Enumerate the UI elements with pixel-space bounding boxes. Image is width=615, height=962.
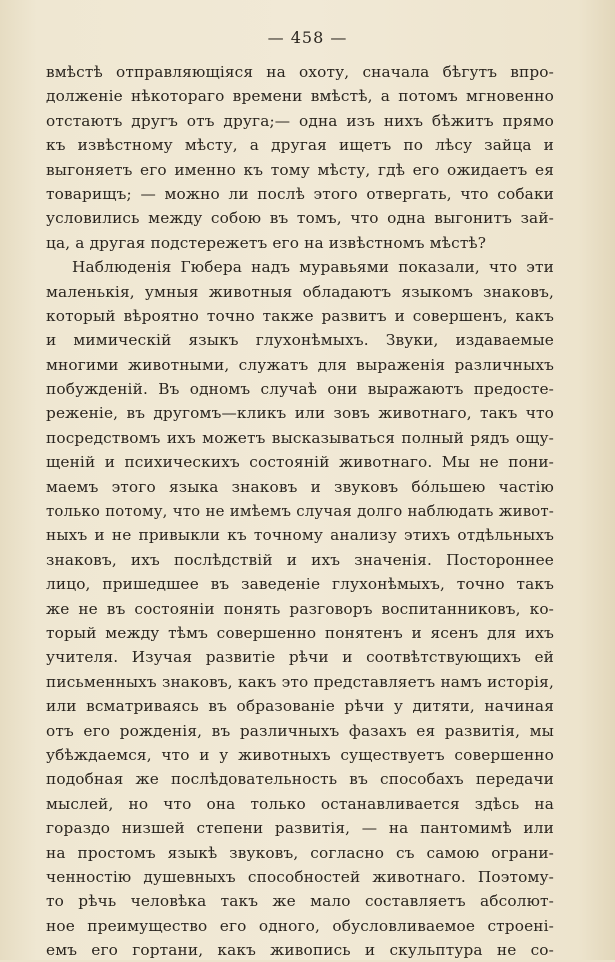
text-line: Наблюденія Гюбера надъ муравьями показали, что эти: [72, 258, 554, 277]
text-line: побужденій. Въ одномъ случаѣ они выражаютъ предосте-: [46, 380, 554, 399]
page-number: — 458 —: [267, 28, 348, 47]
text-line: который вѣроятно точно также развитъ и совершенъ, какъ: [46, 306, 554, 325]
text-line: знаковъ, ихъ послѣдствій и ихъ значенія. Постороннее: [46, 550, 554, 569]
text-line: отъ его рожденія, въ различныхъ фазахъ ея развитія, мы: [46, 721, 554, 740]
text-line: товарищъ; — можно ли послѣ этого отвергать, что собаки: [46, 184, 554, 203]
text-line: то рѣчь человѣка такъ же мало составляетъ абсолют-: [46, 892, 554, 911]
text-line: емъ его гортани, какъ живопись и скульптура не со-: [46, 941, 554, 960]
text-line: выгоняетъ его именно къ тому мѣсту, гдѣ его ожидаетъ ея: [46, 160, 554, 179]
text-line: отстаютъ другъ отъ друга;— одна изъ нихъ бѣжитъ прямо: [46, 111, 554, 130]
text-line: ченностію душевныхъ способностей животнаго. Поэтому-: [46, 867, 554, 886]
text-line: только потому, что не имѣемъ случая долго наблюдать живот-: [46, 502, 554, 521]
text-line: убѣждаемся, что и у животныхъ существуетъ совершенно: [46, 745, 554, 764]
text-line: письменныхъ знаковъ, какъ это представляетъ намъ исторія,: [46, 672, 554, 691]
text-line: на простомъ языкѣ звуковъ, согласно съ самою ограни-: [46, 843, 554, 862]
text-line: ныхъ и не привыкли къ точному анализу этихъ отдѣльныхъ: [46, 526, 554, 545]
text-line: условились между собою въ томъ, что одна выгонитъ зай-: [46, 209, 554, 228]
text-line: вмѣстѣ отправляющіяся на охоту, сначала бѣгутъ впро-: [46, 63, 554, 81]
text-line: гораздо низшей степени развитія, — на пантомимѣ или: [46, 819, 554, 838]
text-line: лицо, пришедшее въ заведеніе глухонѣмыхъ, точно такъ: [46, 575, 554, 594]
text-line: къ извѣстному мѣсту, а другая ищетъ по лѣсу зайца и: [46, 136, 554, 155]
text-line: маленькія, умныя животныя обладаютъ языкомъ знаковъ,: [46, 282, 554, 301]
text-line: мыслей, но что она только останавливается здѣсь на: [46, 794, 554, 813]
text-line: многими животными, служатъ для выраженія различныхъ: [46, 355, 554, 374]
text-line: щеній и психическихъ состояній животнаго. Мы не пони-: [46, 453, 554, 472]
text-line: маемъ этого языка знаковъ и звуковъ бо́льшею частію: [46, 477, 554, 496]
text-line: ца, а другая подстережетъ его на извѣстномъ мѣстѣ?: [46, 233, 487, 252]
paragraph: [46, 255, 554, 962]
text-line: и мимическій языкъ глухонѣмыхъ. Звуки, издаваемые: [46, 331, 554, 350]
body-text: [46, 60, 554, 962]
text-line: же не въ состояніи понять разговоръ воспитанниковъ, ко-: [46, 599, 554, 618]
text-line: учителя. Изучая развитіе рѣчи и соотвѣтствующихъ ей: [46, 648, 554, 667]
text-line: реженіе, въ другомъ—кликъ или зовъ животнаго, такъ что: [46, 404, 554, 423]
text-line: торый между тѣмъ совершенно понятенъ и ясенъ для ихъ: [46, 623, 554, 642]
text-line: посредствомъ ихъ можетъ высказываться полный рядъ ощу-: [46, 428, 554, 447]
text-line: долженіе нѣкотораго времени вмѣстѣ, а потомъ мгновенно: [46, 87, 554, 106]
text-line: или всматриваясь въ образованіе рѣчи у дитяти, начиная: [46, 697, 554, 716]
text-line: ное преимущество его одного, обусловливаемое строені-: [46, 916, 554, 935]
text-line: подобная же послѣдовательность въ способахъ передачи: [46, 770, 554, 789]
paragraph: [46, 60, 554, 255]
